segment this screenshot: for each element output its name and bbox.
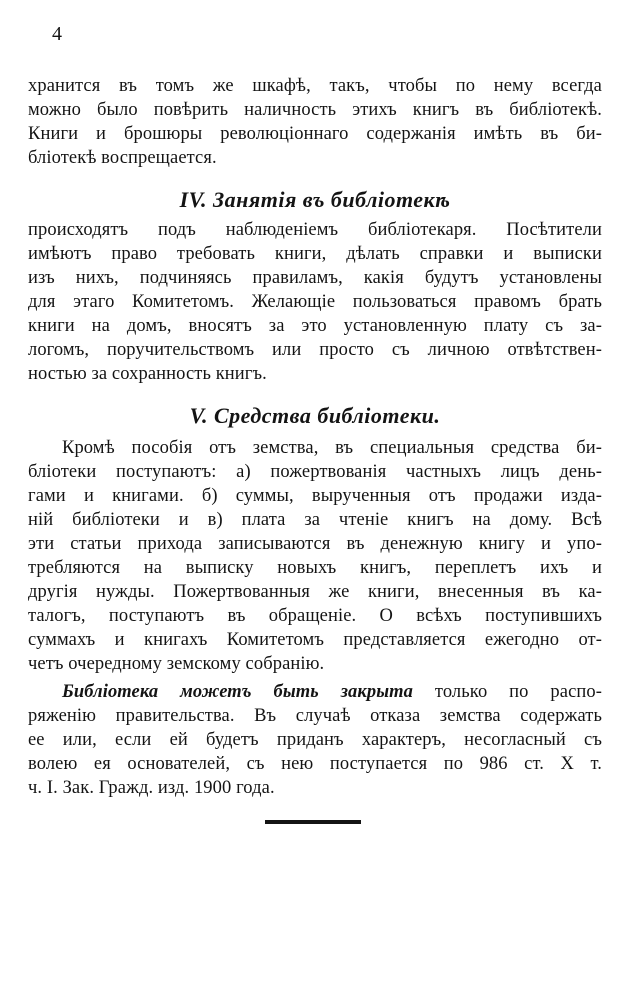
section-heading-v: V. Средства библіотеки. <box>189 403 441 428</box>
text-run: только по распо- <box>413 682 602 702</box>
text-line: Книги и брошюры революціоннаго содержанія имѣть въ би- <box>28 124 602 144</box>
paragraph-storage <box>28 74 602 170</box>
text-line: другія нужды. Пожертвованныя же книги, внесенныя въ ка- <box>28 582 602 602</box>
italic-lead: Библіотека можетъ быть закрыта <box>62 682 413 702</box>
text-line: требляются на выписку новыхъ книгъ, переплетъ ихъ и <box>28 558 602 578</box>
text-line: бліотеки поступаютъ: а) пожертвованія частныхъ лицъ день- <box>28 462 602 482</box>
text-line: эти статьи прихода записываются въ денежную книгу и упо- <box>28 534 602 554</box>
text-line: бліотекѣ воспрещается. <box>28 148 217 168</box>
paragraph-library-sessions <box>28 218 602 386</box>
text-line: логомъ, поручительствомъ или просто съ личною отвѣтствен- <box>28 340 602 360</box>
text-line: происходятъ подъ наблюденіемъ библіотекаря. Посѣтители <box>28 220 602 240</box>
text-line: гами и книгами. б) суммы, вырученныя отъ продажи изда- <box>28 486 602 506</box>
page-number: 4 <box>52 23 62 45</box>
text-line <box>28 680 602 704</box>
text-line: для этаго Комитетомъ. Желающіе пользоваться правомъ брать <box>28 292 602 312</box>
text-line: Кромѣ пособія отъ земства, въ специальныя средства би- <box>62 438 602 458</box>
text-line: изъ нихъ, подчиняясь правиламъ, какія будутъ установлены <box>28 268 602 288</box>
text-line: четъ очередному земскому собранію. <box>28 654 325 674</box>
text-line: ее или, если ей будетъ приданъ характеръ, несогласный съ <box>28 730 602 750</box>
text-line: хранится въ томъ же шкафѣ, такъ, чтобы по нему всегда <box>28 76 602 96</box>
text-line: волею ея основателей, съ нею поступается по 986 ст. X т. <box>28 754 602 774</box>
section-heading-iv: IV. Занятія въ библіотекѣ <box>179 187 451 212</box>
end-rule <box>265 820 361 824</box>
text-line: ностью за сохранность книгъ. <box>28 364 267 384</box>
text-line: талогъ, поступаютъ въ обращеніе. О всѣхъ поступившихъ <box>28 606 602 626</box>
paragraph-library-funds <box>28 436 602 676</box>
text-line: ряженію правительства. Въ случаѣ отказа земства содержать <box>28 706 602 726</box>
text-line: ній библіотеки и в) плата за чтеніе книгъ на дому. Всѣ <box>28 510 602 530</box>
paragraph-library-closure <box>28 680 602 800</box>
text-line: ч. I. Зак. Гражд. изд. 1900 года. <box>28 778 275 798</box>
text-line: можно было повѣрить наличность этихъ книгъ въ библіотекѣ. <box>28 100 602 120</box>
text-line: имѣютъ право требовать книги, дѣлать справки и выписки <box>28 244 602 264</box>
text-line: суммахъ и книгахъ Комитетомъ представляется ежегодно от- <box>28 630 602 650</box>
text-line: книги на домъ, вносятъ за это установленную плату съ за- <box>28 316 602 336</box>
